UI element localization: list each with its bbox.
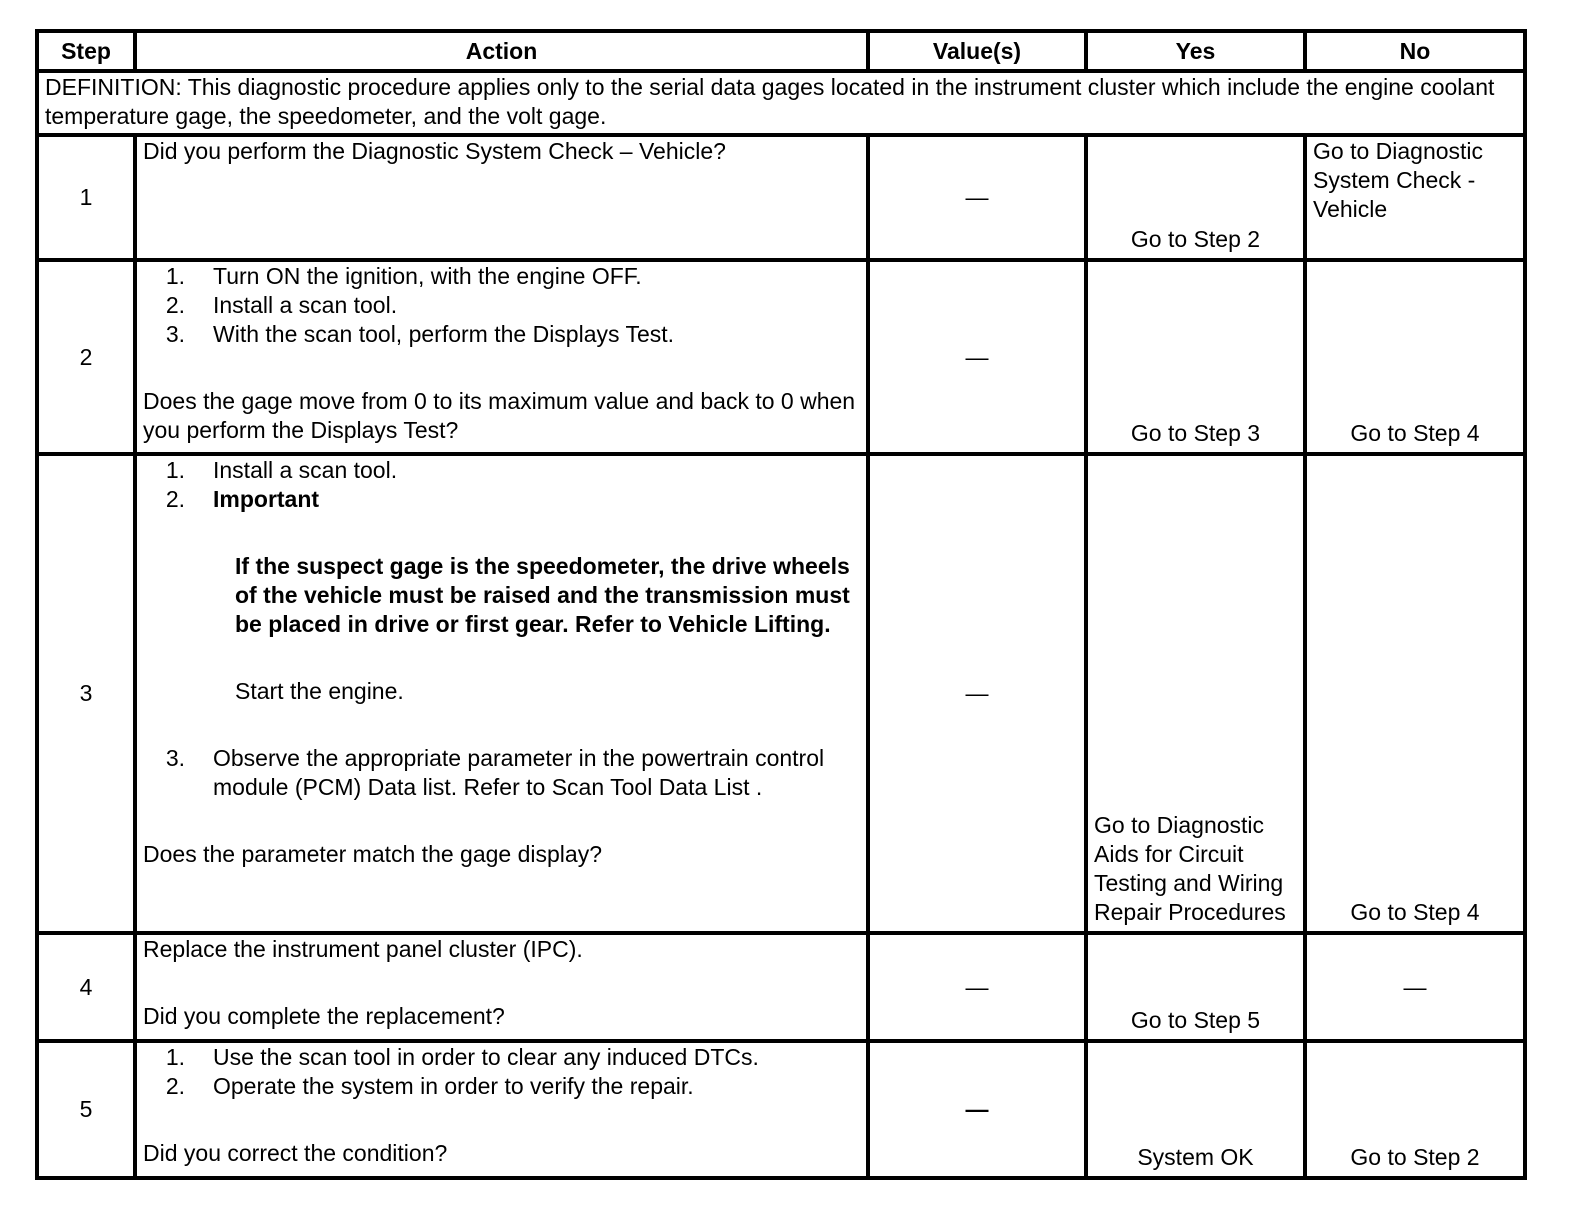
action-question: Did you correct the condition?	[143, 1140, 448, 1166]
definition-text: DEFINITION: This diagnostic procedure applies only to the serial data gages located in the instrument cluster which include the engine coolant temperature gage, the speedometer, and the volt gage.	[37, 71, 1525, 135]
list-item: 1. Turn ON the ignition, with the engine OFF.	[165, 263, 642, 289]
yes-text: Go to Diagnostic Aids for Circuit Testing and Wiring Repair Procedures	[1094, 812, 1286, 925]
table-row	[37, 135, 1525, 260]
table-row	[37, 1041, 1525, 1178]
action-steps	[143, 262, 860, 349]
yes-text: Go to Step 3	[1130, 420, 1261, 446]
value-cell: —	[868, 454, 1086, 933]
list-item: 2. Important	[165, 486, 320, 512]
header-step: Step	[37, 31, 135, 71]
action-cell	[135, 260, 868, 454]
table-row	[37, 454, 1525, 933]
header-action: Action	[135, 31, 868, 71]
action-steps	[143, 744, 860, 802]
no-cell	[1305, 1041, 1525, 1178]
action-instruction: Replace the instrument panel cluster (IPC).	[143, 936, 583, 962]
definition-row	[37, 71, 1525, 135]
yes-cell	[1086, 1041, 1305, 1178]
action-cell	[135, 933, 868, 1041]
action-question: Does the parameter match the gage display?	[143, 841, 602, 867]
table-row	[37, 933, 1525, 1041]
value-cell: —	[868, 260, 1086, 454]
list-item: 1. Use the scan tool in order to clear any induced DTCs.	[165, 1044, 759, 1070]
step-number: 5	[37, 1041, 135, 1178]
no-text: Go to Step 4	[1350, 420, 1480, 446]
no-text: Go to Step 4	[1350, 899, 1480, 925]
list-item: 2. Install a scan tool.	[165, 292, 398, 318]
no-cell	[1305, 260, 1525, 454]
no-cell: —	[1305, 933, 1525, 1041]
action-steps	[143, 456, 860, 514]
value-cell: —	[868, 933, 1086, 1041]
action-cell	[135, 454, 868, 933]
no-cell	[1305, 454, 1525, 933]
value-cell: —	[868, 135, 1086, 260]
list-item: 1. Install a scan tool.	[165, 457, 398, 483]
important-note: If the suspect gage is the speedometer, the drive wheels of the vehicle must be raised and the transmission must be placed in drive or first gear. Refer to Vehicle Lifting.	[235, 553, 850, 637]
no-cell	[1305, 135, 1525, 260]
list-item: 3. Observe the appropriate parameter in the powertrain control module (PCM) Data list. Refer to Scan Tool Data List .	[165, 745, 825, 800]
header-yes: Yes	[1086, 31, 1305, 71]
action-question: Does the gage move from 0 to its maximum value and back to 0 when you perform the Displays Test?	[143, 388, 856, 443]
value-cell: —	[868, 1041, 1086, 1178]
action-cell	[135, 135, 868, 260]
yes-cell	[1086, 454, 1305, 933]
no-text: Go to Diagnostic System Check - Vehicle	[1313, 138, 1484, 222]
diagnostic-table	[35, 29, 1527, 1180]
action-steps	[143, 1043, 860, 1101]
list-item: 3. With the scan tool, perform the Displays Test.	[165, 321, 675, 347]
yes-cell	[1086, 933, 1305, 1041]
action-question: Did you perform the Diagnostic System Check – Vehicle?	[143, 138, 726, 164]
yes-cell	[1086, 135, 1305, 260]
list-item: 2. Operate the system in order to verify the repair.	[165, 1073, 694, 1099]
step-number: 3	[37, 454, 135, 933]
action-cell	[135, 1041, 868, 1178]
table-row	[37, 260, 1525, 454]
step-number: 4	[37, 933, 135, 1041]
header-values: Value(s)	[868, 31, 1086, 71]
header-row	[37, 31, 1525, 71]
start-engine-text: Start the engine.	[235, 678, 404, 704]
step-number: 2	[37, 260, 135, 454]
action-question: Did you complete the replacement?	[143, 1003, 505, 1029]
no-text: Go to Step 2	[1350, 1144, 1480, 1170]
yes-text: Go to Step 5	[1130, 1007, 1261, 1033]
header-no: No	[1305, 31, 1525, 71]
yes-text: Go to Step 2	[1130, 226, 1261, 252]
yes-cell	[1086, 260, 1305, 454]
step-number: 1	[37, 135, 135, 260]
yes-text: System OK	[1137, 1144, 1254, 1170]
